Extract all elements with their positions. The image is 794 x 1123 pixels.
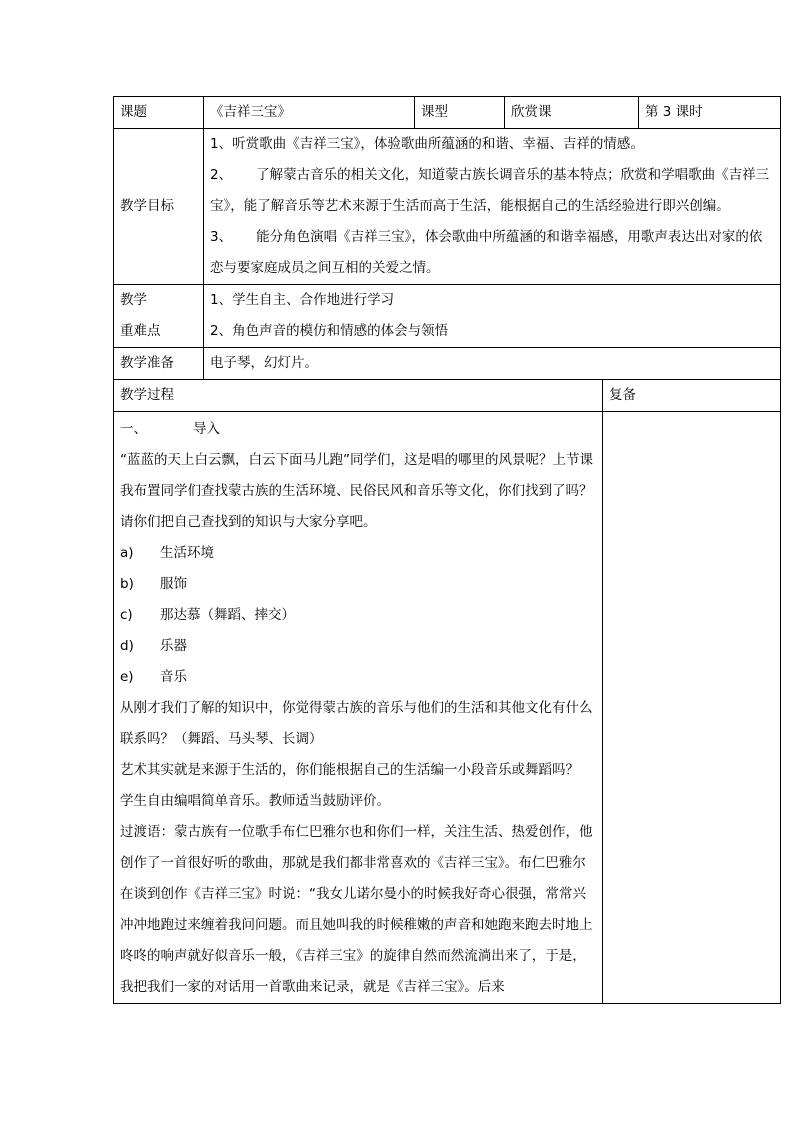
preparation-value: 电子琴，幻灯片。	[204, 348, 781, 380]
process-header-row	[114, 380, 781, 412]
topic-list	[120, 538, 596, 693]
objectives-label: 教学目标	[114, 129, 204, 285]
list-item: a) 生活环境	[120, 545, 214, 561]
course-label: 课题	[114, 97, 204, 129]
objective-item: 1、听赏歌曲《吉祥三宝》，体验歌曲所蕴涵的和谐、幸福、吉祥的情感。	[210, 136, 644, 152]
difficulty-item: 2、角色声音的模仿和情感的体会与领悟	[210, 323, 449, 339]
list-item: b) 服饰	[120, 576, 187, 592]
difficulty-label: 教学 重难点	[114, 285, 204, 348]
process-content	[114, 412, 603, 1004]
type-label: 课型	[415, 97, 505, 129]
class-hours: 第 3 课时	[639, 97, 781, 129]
review-content	[603, 412, 781, 1004]
preparation-label: 教学准备	[114, 348, 204, 380]
process-content-row	[114, 412, 781, 1004]
activity-paragraph: 学生自由编唱简单音乐。教师适当鼓励评价。	[120, 793, 390, 809]
objectives-row	[114, 129, 781, 285]
difficulty-content	[204, 285, 781, 348]
question-paragraph: 从刚才我们了解的知识中，你觉得蒙古族的音乐与他们的生活和其他文化有什么联系吗？（舞蹈、马头琴、长调）	[120, 700, 593, 747]
difficulty-row	[114, 285, 781, 348]
lesson-plan-table	[113, 96, 781, 1004]
objective-item: 2、 了解蒙古音乐的相关文化，知道蒙古族长调音乐的基本特点；欣赏和学唱歌曲《吉祥三宝》，能了解音乐等艺术来源于生活而高于生活，能根据自己的生活经验进行即兴创编。	[210, 167, 770, 214]
intro-paragraph: “蓝蓝的天上白云飘，白云下面马儿跑”同学们，这是唱的哪里的风景呢？上节课我布置同学们查找蒙古族的生活环境、民俗民风和音乐等文化，你们找到了吗？请你们把自己查找到的知识与大家分享吧。	[120, 452, 593, 530]
art-paragraph: 艺术其实就是来源于生活的，你们能根据自己的生活编一小段音乐或舞蹈吗？	[120, 762, 579, 778]
header-row	[114, 97, 781, 129]
lesson-plan-page	[113, 96, 780, 1004]
review-label: 复备	[603, 380, 781, 412]
difficulty-item: 1、学生自主、合作地进行学习	[210, 292, 395, 308]
objectives-content	[204, 129, 781, 285]
objective-item: 3、 能分角色演唱《吉祥三宝》，体会歌曲中所蕴涵的和谐幸福感，用歌声表达出对家的依恋与要家庭成员之间互相的关爱之情。	[210, 229, 763, 276]
list-item: d) 乐器	[120, 638, 187, 654]
section-heading: 一、 导入	[120, 421, 220, 437]
list-item: c) 那达慕（舞蹈、摔交）	[120, 607, 295, 623]
type-value: 欣赏课	[505, 97, 639, 129]
process-label: 教学过程	[114, 380, 603, 412]
course-value: 《吉祥三宝》	[204, 97, 415, 129]
transition-paragraph: 过渡语：蒙古族有一位歌手布仁巴雅尔也和你们一样，关注生活、热爱创作，他创作了一首很好听的歌曲，那就是我们都非常喜欢的《吉祥三宝》。布仁巴雅尔在谈到创作《吉祥三宝》时说：“我女儿诺尔曼小的时候我好奇心很强，常常兴冲冲地跑过来缠着我问问题。而且她叫我的时候稚嫩的声音和她跑来跑去时地上咚咚的响声就好似音乐一般，《吉祥三宝》的旋律自然而然流淌出来了，于是，我把我们一家的对话用一首歌曲来记录，就是《吉祥三宝》。后来	[120, 824, 593, 995]
list-item: e) 音乐	[120, 669, 187, 685]
preparation-row	[114, 348, 781, 380]
